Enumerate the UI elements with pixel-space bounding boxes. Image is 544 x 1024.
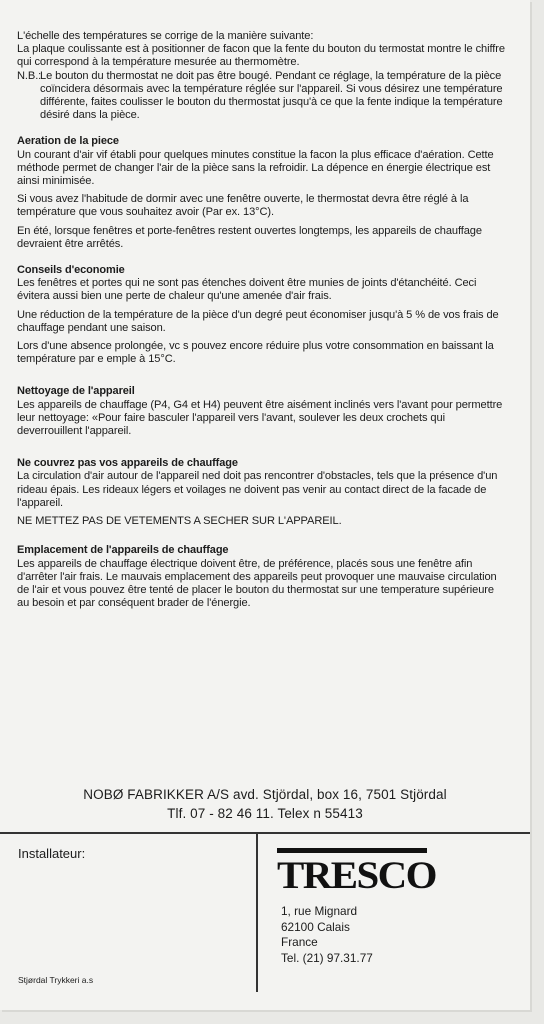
paragraph: Une réduction de la température de la pièce d'un degré peut économiser jusqu'à 5 % de vos frais de chauffage pendant une saison. xyxy=(17,308,499,334)
address-line: 62100 Calais xyxy=(281,919,350,934)
divider-horizontal xyxy=(0,832,530,834)
printer-credit: Stjørdal Trykkeri a.s xyxy=(18,975,94,985)
paragraph: Les appareils de chauffage (P4, G4 et H4) peuvent être aisément inclinés vers l'avant pour permettre leur nettoyage: «Pour faire basculer l'appareil vers l'avant, soulever les deux crochets qui deverrouillent l'appareil. xyxy=(17,398,503,438)
paragraph: NE METTEZ PAS DE VETEMENTS A SECHER SUR L'APPAREIL. xyxy=(17,515,342,528)
paragraph: En été, lorsque fenêtres et porte-fenêtres restent ouvertes longtemps, les appareils de chauffage devraient être arrêtés. xyxy=(17,224,482,250)
logo-bar xyxy=(277,848,427,853)
section-economie xyxy=(17,264,507,366)
paragraph: Les appareils de chauffage électrique doivent être, de préférence, placés sous une fenêtre afin d'arrêter l'air frais. Le mauvais emplacement des appareils peut provoquer une mauvaise circulation de l'air et vous pouvez être tenté de placer le bouton du thermostat sur une temperature supérieure au besoin et par conséquent brader de l'énergie. xyxy=(17,557,497,610)
section-heading: Aeration de la piece xyxy=(17,135,119,148)
nb-text: Le bouton du thermostat ne doit pas être bougé. Pendant ce réglage, la température de la pièce coïncidera désormais avec la température réglée sur l'appareil. Si vous désirez une température différente, faites coulisser le bouton du thermostat jusqu'à ce que la fente indique la température désiré dans la pièce. xyxy=(40,69,503,122)
section-ne-couvrez-pas xyxy=(17,457,507,528)
paragraph: Les fenêtres et portes qui ne sont pas étenches doivent être munies de joints d'étanchéité. Ceci évitera aussi bien une perte de chaleur qu'une amenée d'air frais. xyxy=(17,277,477,303)
section-emplacement xyxy=(17,544,507,610)
paragraph: Un courant d'air vif établi pour quelques minutes constitue la facon la plus efficace d'aération. Cette méthode permet de changer l'air de la pièce sans la refroidir. La dépence en énergie électrique est ainsi minimisée. xyxy=(17,148,494,188)
intro-line-1: L'échelle des températures se corrige de la manière suivante: xyxy=(17,30,314,42)
section-heading: Emplacement de l'appareils de chauffage xyxy=(17,544,229,557)
document-body xyxy=(17,30,507,610)
section-heading: Nettoyage de l'appareil xyxy=(17,385,135,398)
distributor-address xyxy=(281,904,373,966)
intro-line-2: La plaque coulissante est à positionner de facon que la fente du bouton du termostat montre le chiffre qui correspond à la température mesurée au thermomètre. xyxy=(17,43,505,69)
address-line: 1, rue Mignard xyxy=(281,904,358,918)
manufacturer-line-1: NOBØ FABRIKKER A/S avd. Stjördal, box 16, 7501 Stjördal xyxy=(83,787,447,802)
divider-vertical xyxy=(256,832,258,992)
nb-label: N.B.: xyxy=(17,69,42,82)
manufacturer-line-2: Tlf. 07 - 82 46 11. Telex n 55413 xyxy=(167,806,363,821)
section-heading: Conseils d'economie xyxy=(17,264,125,277)
section-heading: Ne couvrez pas vos appareils de chauffage xyxy=(17,457,238,470)
tresco-logo xyxy=(277,848,436,897)
installer-label: Installateur: xyxy=(18,846,86,861)
section-nettoyage xyxy=(17,385,507,438)
paragraph: La circulation d'air autour de l'appareil ned doit pas rencontrer d'obstacles, tels que la présence d'un rideau épais. Les rideaux légers et voilages ne doivent pas venir au contact direct de la facade de l'appareil. xyxy=(17,470,498,509)
section-aeration xyxy=(17,135,507,251)
paragraph: Si vous avez l'habitude de dormir avec une fenêtre ouverte, le thermostat devra être réglé à la température que vous souhaitez avoir (Par ex. 13°C). xyxy=(17,193,469,219)
address-line: Tel. (21) 97.31.77 xyxy=(281,950,373,965)
logo-text: TRESCO xyxy=(277,854,436,897)
nb-note xyxy=(17,70,507,123)
address-line: France xyxy=(281,935,318,949)
paragraph: Lors d'une absence prolongée, vc s pouvez encore réduire plus votre consommation en baissant la température par e emple à 15°C. xyxy=(17,340,494,366)
